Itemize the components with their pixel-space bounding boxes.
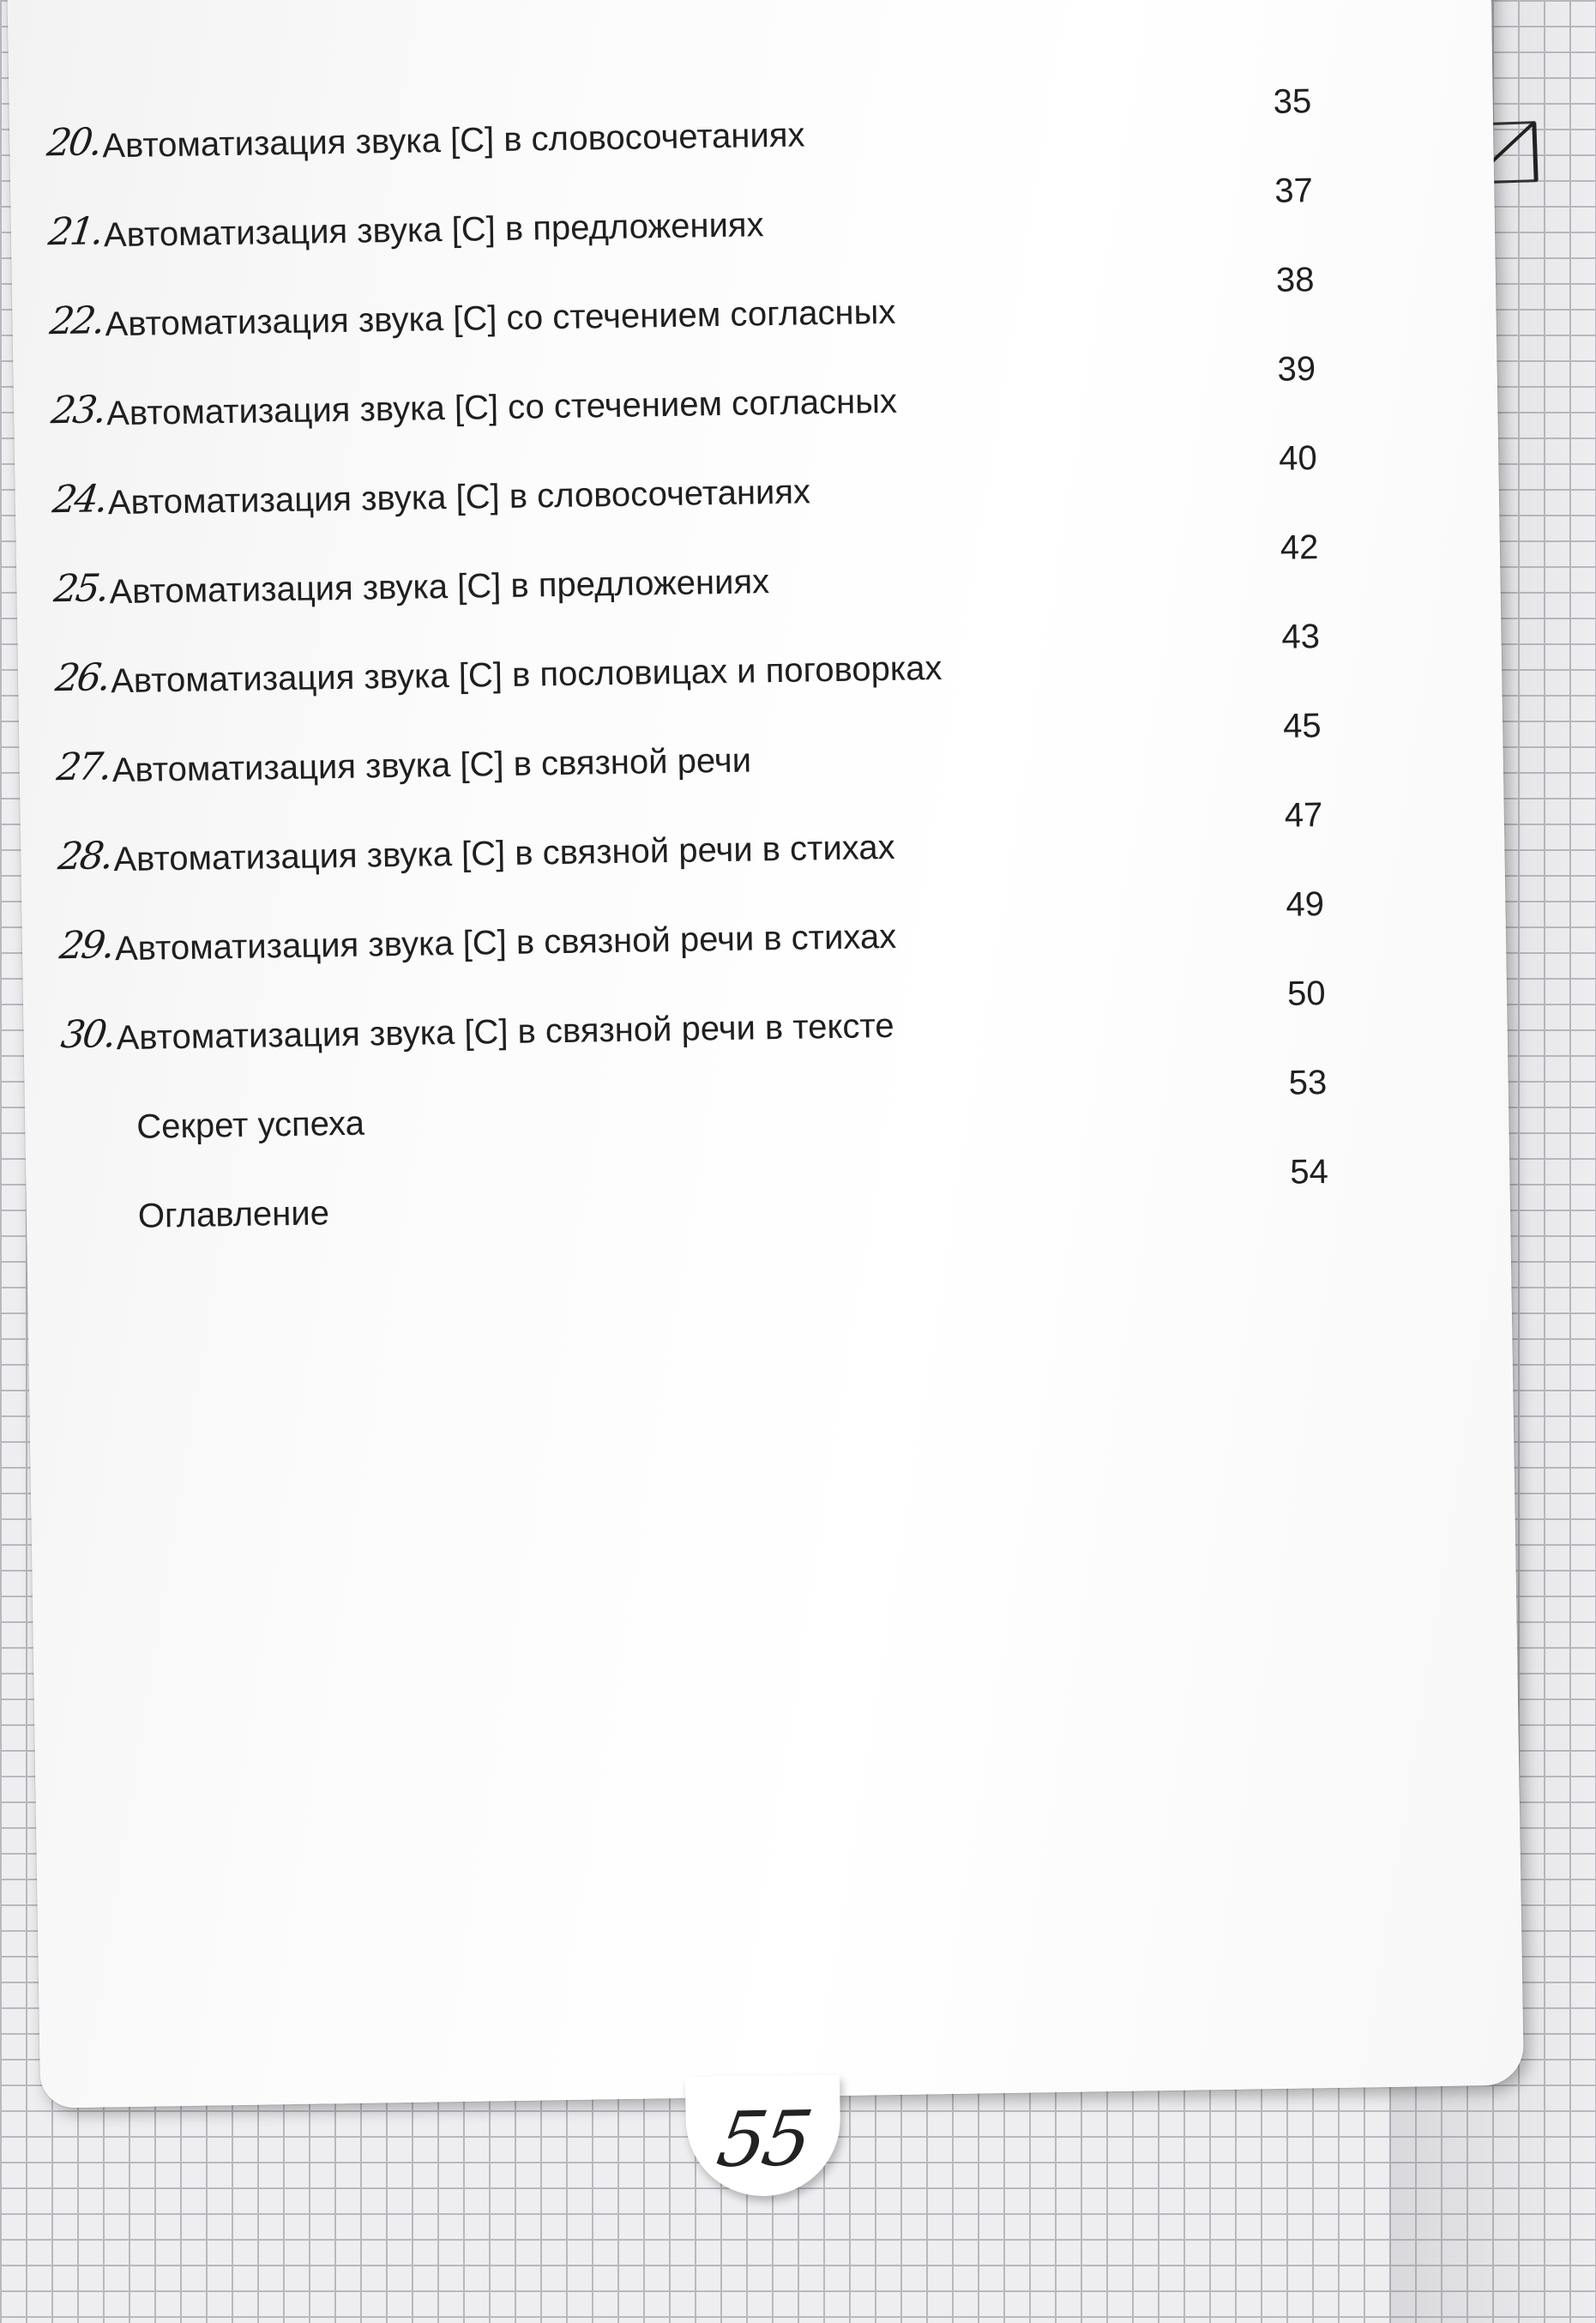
toc-entry-title: Автоматизация звука [С] в связной речи в стихах bbox=[113, 828, 895, 879]
toc-entry-page: 47 bbox=[1284, 796, 1323, 835]
toc-entry[interactable] bbox=[14, 350, 1387, 453]
toc-entry[interactable] bbox=[15, 439, 1388, 542]
toc-entry-number: 24. bbox=[50, 477, 108, 522]
toc-entry[interactable] bbox=[26, 1152, 1399, 1256]
toc-entry-title: Автоматизация звука [С] в связной речи в тексте bbox=[116, 1006, 894, 1058]
toc-entry-title: Автоматизация звука [С] в связной речи в стихах bbox=[114, 917, 897, 968]
toc-entry-page: 35 bbox=[1273, 82, 1312, 121]
toc-entry[interactable] bbox=[25, 1063, 1398, 1167]
page-number: 55 bbox=[711, 2094, 816, 2184]
toc-entry-title: Оглавление bbox=[137, 1194, 330, 1235]
toc-entry-title: Автоматизация звука [С] в словосочетаниях bbox=[101, 116, 805, 166]
toc-entry-page: 40 bbox=[1278, 439, 1318, 478]
toc-entry-title: Автоматизация звука [С] в словосочетаниях bbox=[107, 473, 811, 522]
toc-entry-title: Автоматизация звука [С] со стечением согласных bbox=[105, 382, 898, 433]
toc-entry-page: 43 bbox=[1281, 618, 1321, 656]
toc-entry[interactable] bbox=[16, 528, 1389, 631]
toc-entry-page: 53 bbox=[1288, 1063, 1328, 1102]
toc-entry[interactable] bbox=[18, 618, 1391, 721]
toc-entry-number: 21. bbox=[45, 209, 105, 255]
toc-entry-page: 39 bbox=[1277, 350, 1316, 389]
toc-entry-title: Автоматизация звука [С] со стечением согласных bbox=[105, 293, 896, 344]
toc-entry-title: Автоматизация звука [С] в предложениях bbox=[103, 206, 764, 255]
toc-entry[interactable] bbox=[9, 82, 1382, 185]
table-of-contents bbox=[7, 0, 1513, 1424]
toc-entry-number: 27. bbox=[54, 745, 112, 790]
toc-entry-page: 49 bbox=[1286, 885, 1325, 924]
toc-entry-number: 23. bbox=[48, 388, 107, 433]
toc-entry[interactable] bbox=[10, 172, 1383, 275]
toc-entry-number: 30. bbox=[58, 1012, 117, 1058]
toc-entry-number: 26. bbox=[52, 655, 111, 701]
toc-entry-number: 28. bbox=[56, 834, 114, 879]
toc-entry[interactable] bbox=[23, 974, 1396, 1077]
toc-entry-page: 54 bbox=[1289, 1152, 1329, 1192]
toc-entry-page: 50 bbox=[1286, 974, 1326, 1013]
toc-entry-title: Автоматизация звука [С] в предложениях bbox=[109, 563, 770, 612]
toc-entry-title: Автоматизация звука [С] в связной речи bbox=[111, 741, 752, 790]
toc-entry[interactable] bbox=[21, 796, 1394, 899]
toc-entry-page: 37 bbox=[1274, 172, 1314, 210]
page-number-tab bbox=[685, 2075, 841, 2198]
toc-entry-page: 38 bbox=[1275, 261, 1315, 299]
toc-entry-title: Секрет успеха bbox=[136, 1104, 365, 1146]
toc-entry-number: 22. bbox=[47, 299, 105, 344]
toc-entry-number: 20. bbox=[45, 120, 103, 166]
toc-entry-number: 25. bbox=[51, 566, 110, 612]
toc-entry[interactable] bbox=[19, 707, 1392, 810]
toc-entry[interactable] bbox=[12, 261, 1385, 364]
toc-entry-title: Автоматизация звука [С] в пословицах и поговорках bbox=[110, 649, 943, 701]
toc-entry-page: 42 bbox=[1280, 528, 1319, 567]
toc-entry-number: 29. bbox=[57, 923, 116, 968]
toc-entry-page: 45 bbox=[1282, 707, 1322, 745]
book-page bbox=[7, 0, 1524, 2109]
toc-entry[interactable] bbox=[21, 885, 1394, 988]
